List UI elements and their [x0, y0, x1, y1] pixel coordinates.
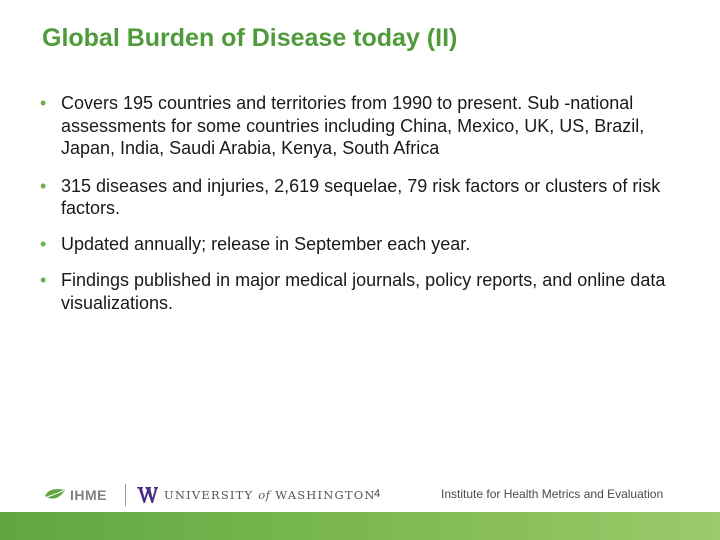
bullet-list [40, 92, 700, 329]
logo-divider [125, 484, 126, 506]
bullet-text: Covers 195 countries and territories from 1990 to present. Sub -national assessments for some countries including China, Mexico, UK, US, Brazil, Japan, India, Saudi Arabia, Kenya, South Africa [61, 93, 645, 158]
ihme-logo-text: IHME [70, 487, 107, 503]
bullet-icon: • [40, 93, 47, 113]
bullet-text: Findings published in major medical journals, policy reports, and online data visualizations. [61, 270, 666, 313]
slide-title: Global Burden of Disease today (II) [42, 24, 458, 52]
bullet-item [40, 269, 700, 314]
ihme-leaf-icon [44, 487, 66, 503]
footer-bar [0, 512, 720, 540]
bullet-item [40, 92, 700, 160]
bullet-item [40, 175, 700, 220]
bullet-item [40, 233, 700, 256]
bullet-text: Updated annually; release in September each year. [61, 233, 471, 254]
uw-logo [137, 487, 376, 503]
uw-logo-text-b: WASHINGTON [275, 488, 376, 502]
uw-logo-text-a: UNIVERSITY [164, 488, 254, 502]
footer-logos [44, 483, 376, 507]
page-number: 4 [373, 488, 381, 500]
ihme-logo [44, 487, 107, 503]
bullet-text: 315 diseases and injuries, 2,619 sequelae, 79 risk factors or clusters of risk factors. [61, 175, 661, 218]
uw-logo-text [164, 488, 376, 502]
bullet-icon: • [40, 175, 47, 196]
uw-w-icon [137, 487, 158, 503]
uw-logo-text-of: of [258, 488, 271, 502]
institute-name: Institute for Health Metrics and Evaluation [441, 487, 664, 501]
bullet-icon: • [40, 233, 47, 254]
bullet-icon: • [40, 270, 47, 290]
